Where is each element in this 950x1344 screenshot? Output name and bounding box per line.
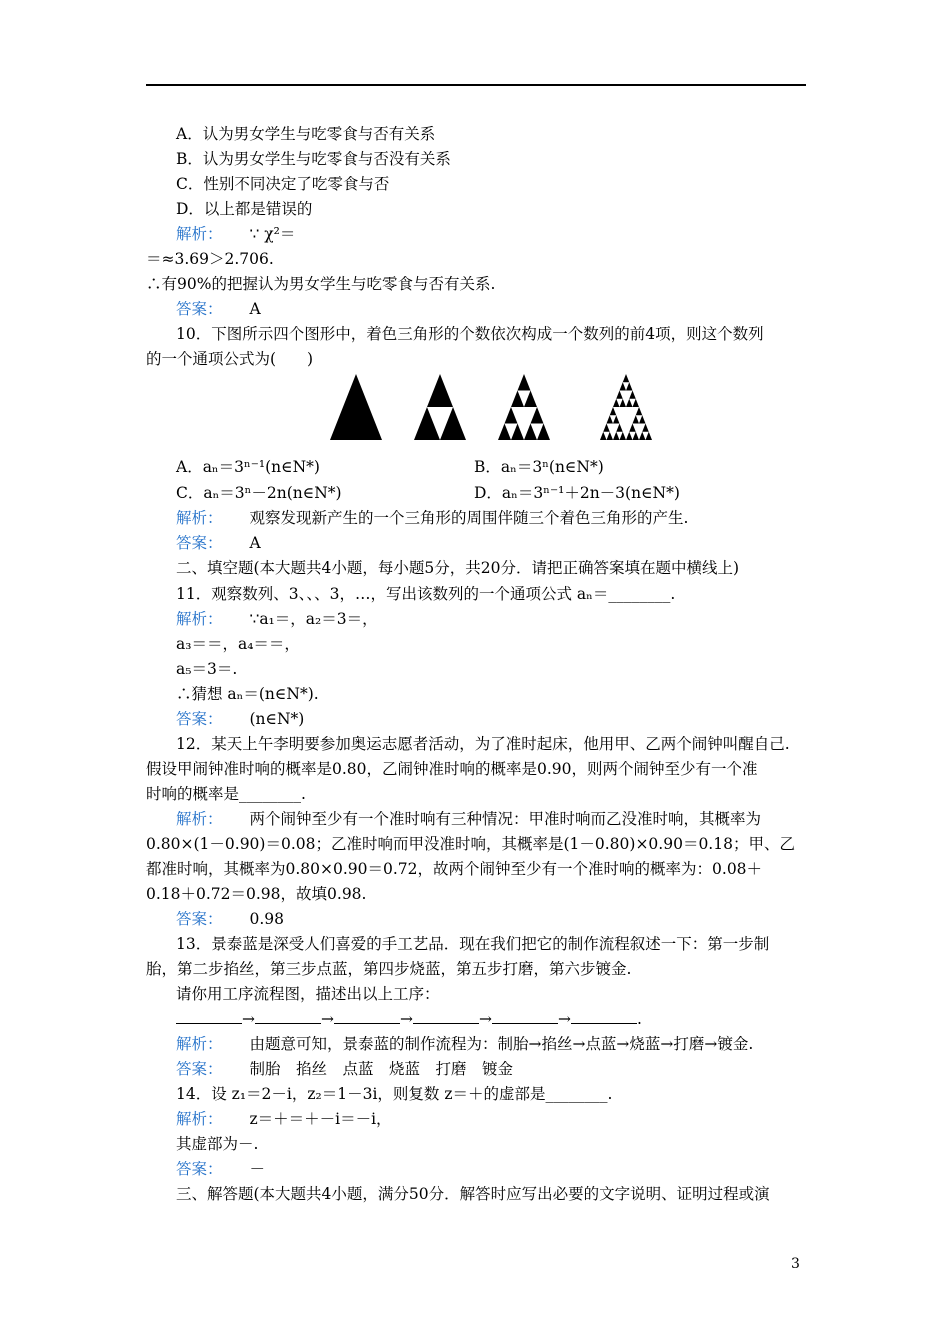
q10-option-c: C．aₙ＝3ⁿ－2n(n∈N*)	[176, 484, 342, 502]
q12-stem-line-2: 假设甲闹钟准时响的概率是0.80，乙闹钟准时响的概率是0.90，则两个闹钟至少有一个准	[146, 760, 758, 778]
q10-option-a: A．aₙ＝3ⁿ⁻¹(n∈N*)	[176, 458, 320, 476]
q10-stem-line-2: 的一个通项公式为( )	[146, 350, 314, 368]
q12-answer	[176, 909, 284, 929]
jiexi-label: 解析：	[176, 1035, 223, 1053]
page-number: 3	[791, 1256, 800, 1272]
q11-jiexi-text: ∵a₁＝，a₂＝3＝，	[249, 610, 378, 628]
q10-stem-line-1: 10．下图所示四个图形中，着色三角形的个数依次构成一个数列的前4项，则这个数列	[176, 325, 764, 343]
q10-jiexi-text: 观察发现新产生的一个三角形的周围伴随三个着色三角形的产生.	[249, 509, 689, 527]
answer-label: 答案：	[176, 1060, 223, 1078]
q12-jiexi-line-3: 都准时响，其概率为0.80×0.90＝0.72，故两个闹钟至少有一个准时响的概率为：0.08＋	[146, 860, 763, 878]
q9-jiexi	[176, 224, 295, 244]
arrow: →	[558, 1010, 571, 1028]
jiexi-label: 解析：	[176, 225, 223, 243]
q12-stem-line-1: 12．某天上午李明要参加奥运志愿者活动，为了准时起床，他用甲、乙两个闹钟叫醒自己.	[176, 735, 790, 753]
arrow: →	[479, 1010, 492, 1028]
answer-label: 答案：	[176, 534, 223, 552]
flow-blank	[413, 1009, 479, 1024]
q12-stem-line-3: 时响的概率是________.	[146, 785, 306, 803]
jiexi-label: 解析：	[176, 1110, 223, 1128]
q12-jiexi-text: 两个闹钟至少有一个准时响有三种情况：甲准时响而乙没准时响，其概率为	[249, 810, 761, 828]
q13-stem-line-1: 13．景泰蓝是深受人们喜爱的手工艺品．现在我们把它的制作流程叙述一下：第一步制	[176, 935, 770, 953]
answer-label: 答案：	[176, 1160, 223, 1178]
flow-blank	[571, 1009, 637, 1024]
sierpinski-figure-2	[414, 374, 466, 440]
q12-jiexi	[176, 809, 761, 829]
sierpinski-figure-1	[330, 374, 382, 440]
q14-jiexi-text: z＝＋＝＋－i＝－i，	[249, 1110, 392, 1128]
q14-answer	[176, 1159, 265, 1179]
q9-answer-value: A	[249, 300, 261, 318]
q14-answer-value: －	[249, 1160, 265, 1178]
q9-jiexi-line-2: ＝≈3.69＞2.706.	[146, 250, 274, 268]
section-3-heading: 三、解答题(本大题共4小题，满分50分．解答时应写出必要的文字说明、证明过程或演	[176, 1185, 770, 1203]
jiexi-label: 解析：	[176, 810, 223, 828]
q11-answer-value: (n∈N*)	[249, 710, 305, 728]
q13-answer	[176, 1059, 513, 1079]
q9-option-c: C．性别不同决定了吃零食与否	[176, 175, 390, 193]
q11-stem: 11．观察数列、3、、、3，…，写出该数列的一个通项公式 aₙ＝________.	[176, 585, 676, 603]
flow-blank	[492, 1009, 558, 1024]
sierpinski-figure-3	[498, 374, 550, 440]
q11-jiexi-line-4: ∴猜想 aₙ＝(n∈N*).	[176, 685, 319, 703]
q11-jiexi	[176, 609, 378, 629]
q13-jiexi	[176, 1034, 753, 1054]
jiexi-label: 解析：	[176, 509, 223, 527]
q13-stem-line-3: 请你用工序流程图，描述出以上工序：	[176, 985, 440, 1003]
q10-answer-value: A	[249, 534, 261, 552]
q9-option-d: D．以上都是错误的	[176, 200, 313, 218]
end-dot: .	[637, 1010, 642, 1028]
q12-jiexi-line-4: 0.18＋0.72＝0.98，故填0.98.	[146, 885, 367, 903]
q13-stem-line-2: 胎，第二步掐丝，第三步点蓝，第四步烧蓝，第五步打磨，第六步镀金.	[146, 960, 632, 978]
q13-answer-value: 制胎 掐丝 点蓝 烧蓝 打磨 镀金	[249, 1060, 513, 1078]
sierpinski-figure-4	[600, 374, 652, 440]
q14-stem: 14．设 z₁＝2－i，z₂＝1－3i，则复数 z＝＋的虚部是________.	[176, 1085, 613, 1103]
q9-answer	[176, 299, 261, 319]
answer-label: 答案：	[176, 300, 223, 318]
q10-jiexi	[176, 508, 688, 528]
q10-answer	[176, 533, 261, 553]
answer-label: 答案：	[176, 910, 223, 928]
q12-jiexi-line-2: 0.80×(1－0.90)＝0.08；乙准时响而甲没准时响，其概率是(1－0.80)×0.90＝0.18；甲、乙	[146, 835, 795, 853]
q9-option-a: A．认为男女学生与吃零食与否有关系	[176, 125, 436, 143]
q14-jiexi	[176, 1109, 392, 1129]
q13-jiexi-text: 由题意可知，景泰蓝的制作流程为：制胎→掐丝→点蓝→烧蓝→打磨→镀金.	[249, 1035, 754, 1053]
arrow: →	[400, 1010, 413, 1028]
q10-option-b: B．aₙ＝3ⁿ(n∈N*)	[474, 458, 604, 476]
q9-jiexi-line-3: ∴有90%的把握认为男女学生与吃零食与否有关系.	[146, 275, 496, 293]
flow-blank	[255, 1009, 321, 1024]
header-rule	[146, 84, 806, 86]
arrow: →	[321, 1010, 334, 1028]
q12-answer-value: 0.98	[249, 910, 284, 928]
q13-flow-blanks	[176, 1009, 642, 1029]
section-2-heading: 二、填空题(本大题共4小题，每小题5分，共20分．请把正确答案填在题中横线上)	[176, 559, 740, 577]
answer-label: 答案：	[176, 710, 223, 728]
jiexi-label: 解析：	[176, 610, 223, 628]
q9-option-b: B．认为男女学生与吃零食与否没有关系	[176, 150, 451, 168]
q11-answer	[176, 709, 304, 729]
flow-blank	[334, 1009, 400, 1024]
arrow: →	[242, 1010, 255, 1028]
q14-jiexi-line-2: 其虚部为－.	[176, 1135, 259, 1153]
q10-option-d: D．aₙ＝3ⁿ⁻¹＋2n－3(n∈N*)	[474, 484, 680, 502]
q11-jiexi-line-2: a₃＝＝，a₄＝＝，	[176, 635, 300, 653]
flow-blank	[176, 1009, 242, 1024]
q9-jiexi-text: ∵ χ²＝	[249, 225, 296, 243]
q11-jiexi-line-3: a₅＝3＝.	[176, 660, 238, 678]
